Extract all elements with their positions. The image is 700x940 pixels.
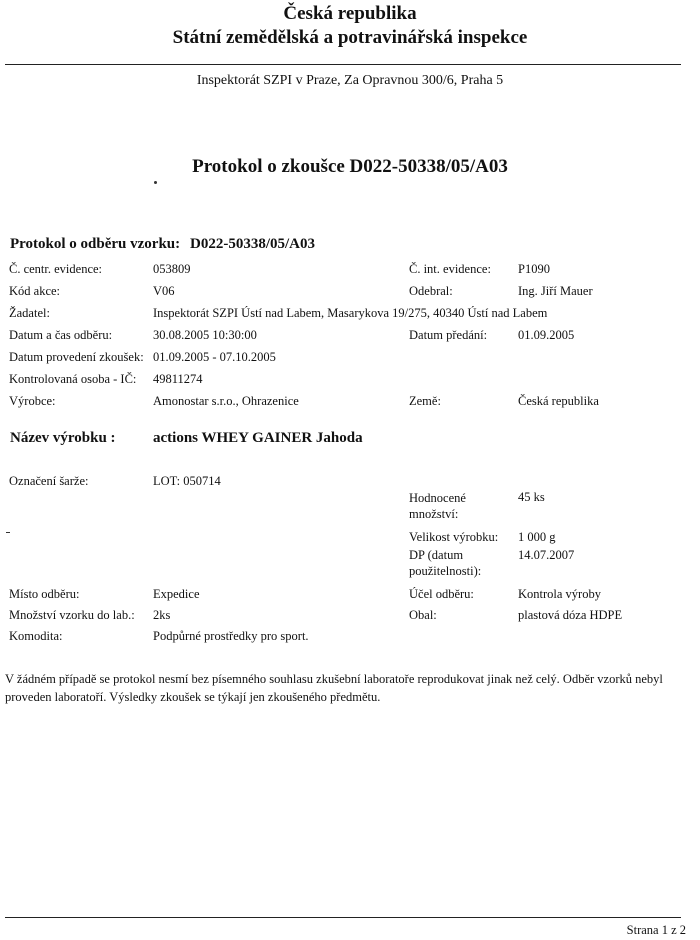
value-odebral: Ing. Jiří Mauer <box>518 284 593 298</box>
value-datum-odberu: 30.08.2005 10:30:00 <box>153 328 257 342</box>
value-kod-akce: V06 <box>153 284 175 298</box>
value-kontrolovana-osoba: 49811274 <box>153 372 203 386</box>
page-number: Strana 1 z 2 <box>626 923 686 937</box>
label-vyrobce: Výrobce: <box>9 394 56 408</box>
value-mnozstvi-vzorku: 2ks <box>153 608 171 622</box>
label-obal: Obal: <box>409 608 437 622</box>
label-odebral: Odebral: <box>409 284 453 298</box>
disclaimer-notice: V žádném případě se protokol nesmí bez písemného souhlasu zkušební laboratoře reprodukovat jinak než celý. Odběr vzorků nebyl proveden laboratoří. Výsledky zkoušek se týkají jen zkoušeného předmětu. <box>5 672 663 704</box>
scan-mark <box>6 532 10 533</box>
value-centr-evidence: 053809 <box>153 262 191 276</box>
value-vyrobce: Amonostar s.r.o., Ohrazenice <box>153 394 299 408</box>
label-centr-evidence: Č. centr. evidence: <box>9 262 103 276</box>
header-address: Inspektorát SZPI v Praze, Za Opravnou 300/6, Praha 5 <box>196 73 504 88</box>
label-zeme: Země: <box>409 394 441 408</box>
label-velikost-vyrobku: Velikost výrobku: <box>409 530 499 544</box>
protocol-title: Protokol o zkoušce D022-50338/05/A03 <box>192 156 508 177</box>
header-country: Česká republika <box>283 3 417 24</box>
label-hodnocene-mnozstvi: Hodnocené množství: <box>409 491 466 521</box>
label-kontrolovana-osoba: Kontrolovaná osoba - IČ: <box>9 372 137 386</box>
label-int-evidence: Č. int. evidence: <box>409 262 491 276</box>
value-datum-predani: 01.09.2005 <box>518 328 575 342</box>
header-divider <box>5 64 681 65</box>
label-ucel-odberu: Účel odběru: <box>409 587 474 601</box>
label-datum-pouzitelnosti: DP (datum použitelnosti): <box>409 548 482 578</box>
value-datum-pouzitelnosti: 14.07.2007 <box>518 548 575 562</box>
sampling-heading: Protokol o odběru vzorku: <box>10 236 181 252</box>
value-misto-odberu: Expedice <box>153 587 200 601</box>
value-zadatel: Inspektorát SZPI Ústí nad Labem, Masarykova 19/275, 40340 Ústí nad Labem <box>153 306 548 320</box>
label-mnozstvi-vzorku: Množství vzorku do lab.: <box>9 608 135 622</box>
label-misto-odberu: Místo odběru: <box>9 587 80 601</box>
value-product-name: actions WHEY GAINER Jahoda <box>153 430 363 446</box>
value-hodnocene-mnozstvi: 45 ks <box>518 490 545 504</box>
label-sarze: Označení šarže: <box>9 474 89 488</box>
sampling-number: D022-50338/05/A03 <box>190 236 315 252</box>
label-product-name: Název výrobku : <box>10 430 116 446</box>
label-datum-predani: Datum předání: <box>409 328 488 342</box>
label-kod-akce: Kód akce: <box>9 284 61 298</box>
value-ucel-odberu: Kontrola výroby <box>518 587 601 601</box>
label-datum-provedeni: Datum provedení zkoušek: <box>9 350 144 364</box>
scan-dot <box>154 181 157 184</box>
label-komodita: Komodita: <box>9 629 63 643</box>
value-zeme: Česká republika <box>518 394 599 408</box>
label-datum-odberu: Datum a čas odběru: <box>9 328 113 342</box>
header-agency: Státní zemědělská a potravinářská inspekce <box>172 27 528 48</box>
value-int-evidence: P1090 <box>518 262 550 276</box>
value-velikost-vyrobku: 1 000 g <box>518 530 556 544</box>
value-komodita: Podpůrné prostředky pro sport. <box>153 629 309 643</box>
value-sarze: LOT: 050714 <box>153 474 221 488</box>
footer-divider <box>5 917 681 918</box>
value-obal: plastová dóza HDPE <box>518 608 623 622</box>
value-datum-provedeni: 01.09.2005 - 07.10.2005 <box>153 350 276 364</box>
label-zadatel: Žadatel: <box>9 306 50 320</box>
